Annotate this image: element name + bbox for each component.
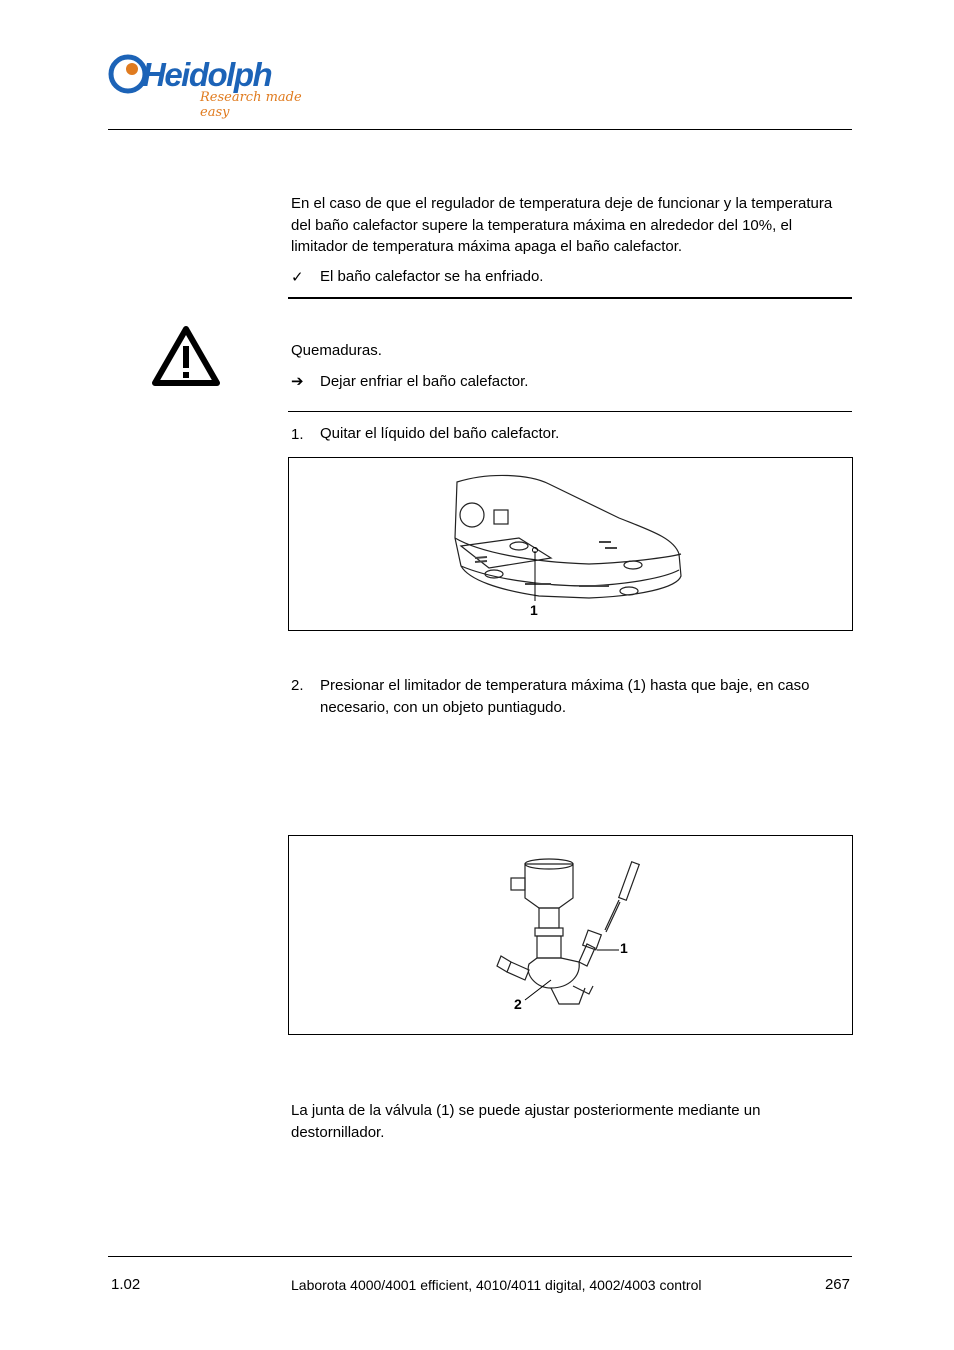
arrow-right-icon: ➔ (291, 373, 304, 390)
footer-rule (108, 1256, 852, 1257)
warning-hazard: Quemaduras. (291, 342, 382, 359)
figure1-callout-1: 1 (530, 602, 538, 618)
warning-bottom-rule (288, 411, 852, 412)
intro-paragraph: En el caso de que el regulador de temperatura deje de funcionar y la temperatura del baño calefactor supere la temperatura máxima en alrededor del 10%, el limitador de temperatura máxima apaga el baño calefactor. (291, 195, 833, 255)
header-rule (108, 129, 852, 130)
check-item: El baño calefactor se ha enfriado. (320, 268, 544, 285)
figure-valve-adjustment (288, 835, 853, 1035)
logo-tagline: Research made easy (200, 90, 302, 120)
warning-triangle-icon (151, 325, 221, 387)
logo-wordmark: Heidolph (142, 56, 272, 93)
step-2-text: Presionar el limitador de temperatura máxima (1) hasta que baje, en caso necesario, con un objeto puntiagudo. (320, 677, 810, 716)
warning-top-rule (288, 297, 852, 299)
footer-page-number: 267 (824, 1276, 850, 1293)
step-2-number: 2. (291, 677, 304, 694)
footer-product: Laborota 4000/4001 efficient, 4010/4011 digital, 4002/4003 control (291, 1277, 702, 1293)
footer-version: 1.02 (111, 1276, 141, 1293)
warning-action: Dejar enfriar el baño calefactor. (320, 373, 529, 390)
valve-illustration (289, 836, 852, 1034)
valve-note: La junta de la válvula (1) se puede ajustar posteriormente mediante un destornillador. (291, 1102, 761, 1141)
heating-bath-illustration (289, 458, 852, 630)
brand-logo (108, 52, 328, 120)
step-1-text: Quitar el líquido del baño calefactor. (320, 425, 560, 442)
figure-heating-bath-underside (288, 457, 853, 631)
figure2-callout-2: 2 (514, 996, 522, 1012)
step-1-number: 1. (291, 426, 304, 443)
figure2-callout-1: 1 (620, 940, 628, 956)
checkmark-icon: ✓ (291, 269, 304, 286)
